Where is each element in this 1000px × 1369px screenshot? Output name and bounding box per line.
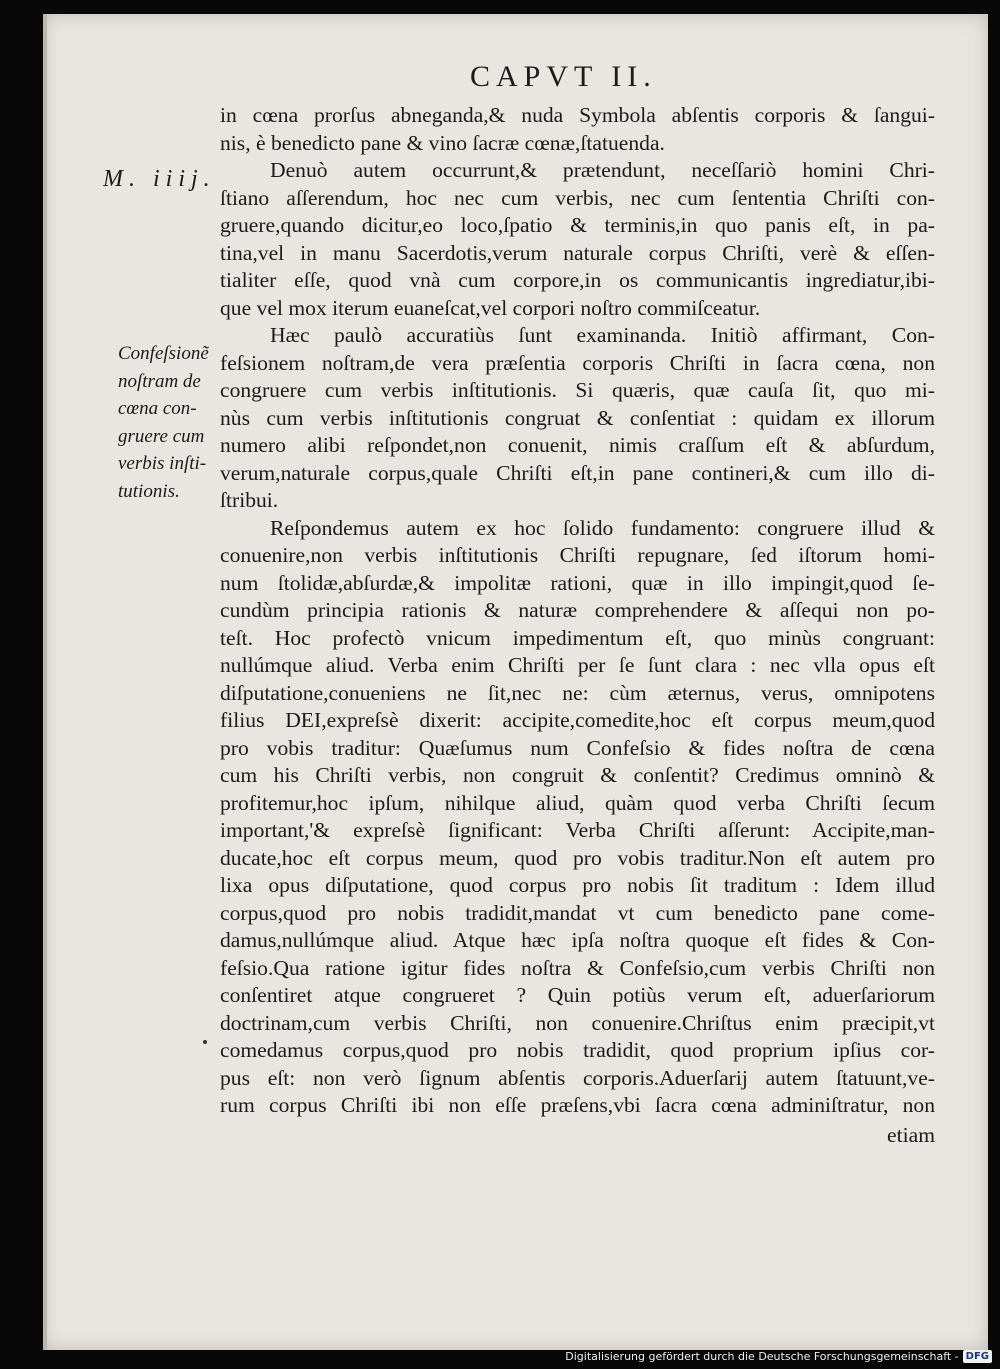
text-line: nis, è benedicto pane & vino ſacræ cœnæ,ſtatuenda. [220,130,665,155]
ink-speck [203,1040,207,1044]
text-line: ſtribui. [220,488,279,512]
marginal-note-line: Confeſsionẽ [118,343,209,364]
text-line: diſputatione,conueniens ne ſit,nec ne: cùm æternus, verus, omnipotens [220,680,935,705]
digitization-credit [565,1350,992,1363]
text-line: conuenire,non verbis inſtitutionis Chriſti repugnare, ſed iſtorum homi- [220,543,935,567]
signature-mark: M. iiij. [103,166,216,192]
text-line: pro vobis traditur: Quæſumus num Confeſsio & fides noſtra de cœna [220,735,935,760]
text-line: num ſtolidæ,abſurdæ,& impolitæ rationi, quæ in illo impingit,quod ſe- [220,570,935,595]
text-line: Reſpondemus autem ex hoc ſolido fundamento: congruere illud & [270,515,935,540]
text-line: que vel mox iterum euaneſcat,vel corpori noſtro commiſceatur. [220,295,761,320]
text-line: teſt. Hoc profectò vnicum impedimentum eſt, quo minùs congruant: [220,625,935,650]
text-line: profitemur,hoc ipſum, nihilque aliud, quàm quod verba Chriſti ſecum [220,790,935,815]
credit-text: Digitalisierung gefördert durch die Deutsche Forschungsgemeinschaft - [565,1350,959,1363]
text-line: verum,naturale corpus,quale Chriſti eſt,in pane contineri,& cum illo di- [220,460,935,485]
text-line: in cœna prorſus abneganda,& nuda Symbola abſentis corporis & ſangui- [220,103,935,127]
text-line: numero alibi reſpondet,non conuenit, nimis craſſum eſt & abſurdum, [220,433,935,457]
text-line: conſentiret atque congrueret ? Quin potiùs verum eſt, aduerſariorum [220,983,935,1007]
marginal-note-line: verbis inſti- [118,453,207,474]
text-line: Denuò autem occurrunt,& prætendunt, neceſſariò homini Chri- [270,158,935,182]
marginal-note-line: cœna con- [118,398,197,419]
text-line: doctrinam,cum verbis Chriſti, non conuenire.Chriſtus enim præcipit,vt [220,1010,935,1035]
text-line: nullúmque aliud. Verba enim Chriſti per ſe ſunt clara : nec vlla opus eſt [220,653,935,677]
text-line: tialiter eſſe, quod vnà cum corpore,in os communicantis ingrediatur,ibi- [220,268,935,292]
marginal-note-line: tutionis. [118,480,180,502]
text-line: cum his Chriſti verbis, non congruit & conſentit? Credimus omninò & [220,763,935,787]
text-line: pus eſt: non verò ſignum abſentis corporis.Aduerſarij autem ſtatuunt,ve- [220,1065,935,1090]
text-line: Hæc paulò accuratiùs ſunt examinanda. Initiò affirmant, Con- [270,323,935,347]
text-line: important,'& expreſsè ſignificant: Verba Chriſti aſſerunt: Accipite,man- [220,818,935,842]
text-line: rum corpus Chriſti ibi non eſſe præſens,vbi ſacra cœna adminiſtratur, non [220,1093,935,1117]
text-line: lixa opus diſputatione, quod corpus pro nobis ſit traditum : Idem illud [220,873,935,897]
page-gutter-shadow [43,14,47,1350]
text-line: cundùm principia rationis & naturæ comprehendere & aſſequi non po- [220,598,935,622]
text-line: filius DEI,expreſsè dixerit: accipite,comedite,hoc eſt corpus meum,quod [220,708,935,732]
marginal-note-line: gruere cum [118,425,205,447]
marginal-note-line: noſtram de [118,370,201,392]
text-line: tina,vel in manu Sacerdotis,verum naturale corpus Chriſti, verè & eſſen- [220,240,935,265]
body-text [220,102,935,1149]
text-line: gruere,quando dicitur,eo loco,ſpatio & terminis,in quo panis eſt, in pa- [220,213,935,237]
running-head: CAPVT II. [470,60,657,93]
text-line: ducate,hoc eſt corpus meum, quod pro vobis traditur.Non eſt autem pro [220,845,935,870]
text-line: comedamus corpus,quod pro nobis tradidit, quod proprium ipſius cor- [220,1038,935,1062]
catchword: etiam [887,1122,935,1147]
text-line: damus,nullúmque aliud. Atque hæc ipſa noſtra quoque eſt fides & Con- [220,928,935,952]
text-line: nùs cum verbis inſtitutionis congruat & conſentiat : quidam ex illorum [220,405,935,430]
text-line: congruere cum verbis inſtitutionis. Si quæris, quæ cauſa ſit, quo mi- [220,378,935,402]
marginal-note [118,340,228,505]
text-line: ſtiano aſſerendum, hoc nec cum verbis, nec cum ſententia Chriſti con- [220,185,935,210]
text-line: corpus,quod pro nobis tradidit,mandat vt cum benedicto pane come- [220,900,935,925]
dfg-logo: DFG [963,1350,992,1363]
text-line: feſsio.Qua ratione igitur fides noſtra & Confeſsio,cum verbis Chriſti non [220,955,935,980]
text-line: feſsionem noſtram,de vera præſentia corporis Chriſti in ſacra cœna, non [220,350,935,375]
